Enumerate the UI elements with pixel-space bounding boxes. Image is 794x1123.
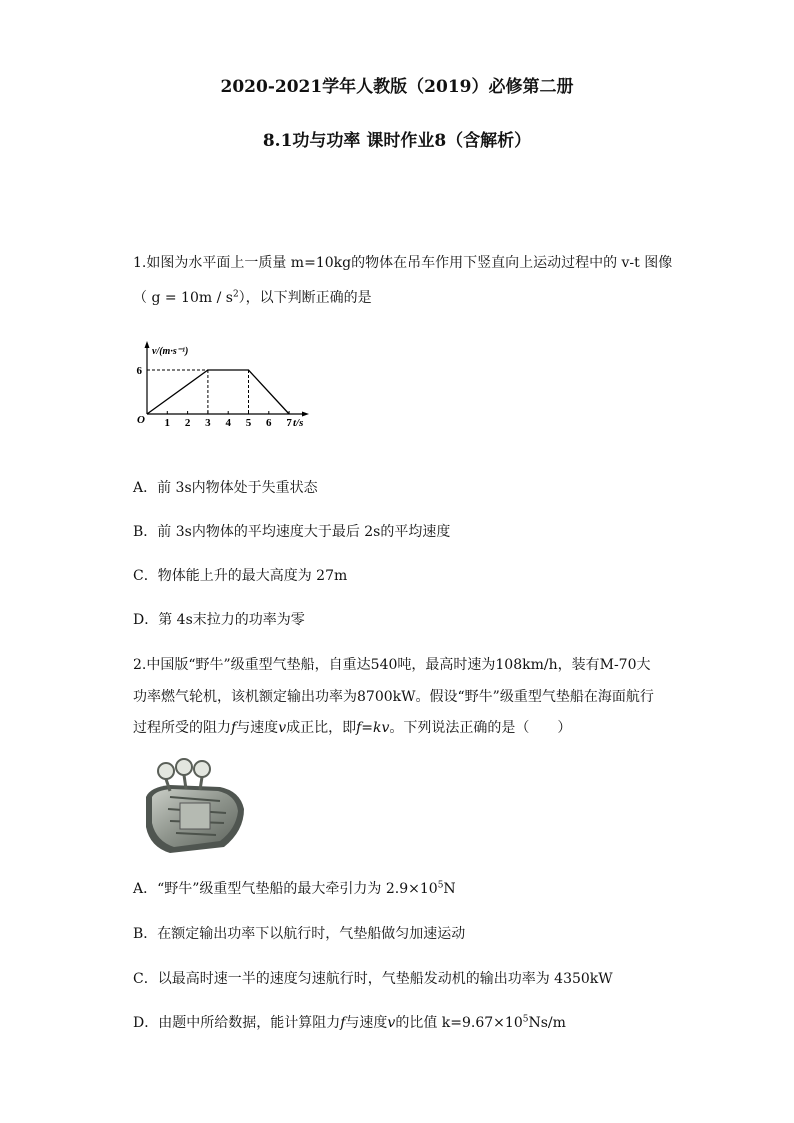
propeller-2 [176, 759, 192, 775]
vt-graph [133, 340, 313, 440]
question-1-option-d: D．第 4s末拉力的功率为零 [133, 612, 305, 628]
question-2-option-b: B．在额定输出功率下以航行时，气垫船做匀加速运动 [133, 926, 466, 942]
option-text: D．由题中所给数据，能计算阻力 [133, 1015, 341, 1031]
stem-text: 。下列说法正确的是（ ） [389, 720, 572, 736]
question-2-stem-line2: 功率燃气轮机，该机额定输出功率为8700kW。假设“野牛”级重型气垫船在海面航行 [133, 689, 654, 705]
y-axis-label: v/(m·s⁻¹) [152, 346, 189, 357]
option-text: A．“野牛”级重型气垫船的最大牵引力为 2.9×10 [133, 881, 438, 897]
question-1-option-a: A．前 3s内物体处于失重状态 [133, 480, 318, 496]
question-1-option-b: B．前 3s内物体的平均速度大于最后 2s的平均速度 [133, 524, 451, 540]
page-title-line2: 8.1功与功率 课时作业8（含解析） [262, 131, 532, 151]
page-title-line1: 2020-2021学年人教版（2019）必修第二册 [220, 77, 574, 97]
option-text: N [443, 881, 456, 897]
symbol-f: f [340, 1015, 346, 1031]
stem-text: 成正比，即 [286, 720, 357, 736]
x-tick-label: 7 [286, 417, 292, 429]
symbol-v: v [387, 1015, 396, 1031]
question-2-option-a [133, 878, 456, 898]
x-tick-label: 6 [266, 417, 272, 429]
y-tick-label: 6 [136, 365, 142, 378]
hovercraft-image [140, 757, 250, 857]
question-1-stem-line1: 1.如图为水平面上一质量 m=10kg的物体在吊车作用下竖直向上运动过程中的 v-t 图像 [133, 255, 673, 271]
x-tick-label: 2 [184, 417, 191, 429]
question-2-option-c: C．以最高时速一半的速度匀速航行时，气垫船发动机的输出功率为 4350kW [133, 971, 613, 987]
x-tick-label: 5 [245, 417, 252, 429]
series-line [147, 370, 289, 414]
option-text: 与速度 [345, 1015, 388, 1031]
exponent: 5 [522, 1014, 529, 1025]
y-axis-arrow [145, 341, 150, 348]
x-tick-label: 4 [225, 417, 231, 429]
stem-text-b: ），以下判断正确的是 [238, 290, 372, 306]
option-text: Ns/m [528, 1015, 566, 1031]
propeller-3 [194, 761, 210, 777]
formula: f=kv [356, 720, 390, 736]
x-axis-arrow [302, 412, 309, 417]
question-2-option-d [133, 1012, 566, 1032]
hovercraft-deck [180, 803, 210, 829]
origin-label: O [137, 414, 145, 426]
symbol-v: v [278, 720, 287, 736]
stem-text: 过程所受的阻力 [133, 720, 231, 736]
exponent: 5 [437, 880, 444, 891]
option-text: 的比值 k=9.67×10 [395, 1015, 523, 1031]
symbol-f: f [231, 720, 237, 736]
stem-text: 与速度 [236, 720, 279, 736]
propeller-1 [158, 763, 174, 779]
question-1-stem-line2 [133, 287, 372, 307]
exponent: 2 [232, 289, 239, 300]
question-2-stem-line3 [133, 717, 571, 737]
question-2-stem-line1: 2.中国版“野牛”级重型气垫船，自重达540吨，最高时速为108km/h，装有M-70大 [133, 657, 651, 673]
x-axis-label: t/s [293, 417, 304, 429]
x-tick-label: 1 [164, 417, 171, 429]
question-1-option-c: C．物体能上升的最大高度为 27m [133, 568, 348, 584]
x-tick-label: 3 [205, 417, 211, 429]
stem-text-a: （ g = 10m / s [133, 290, 233, 306]
